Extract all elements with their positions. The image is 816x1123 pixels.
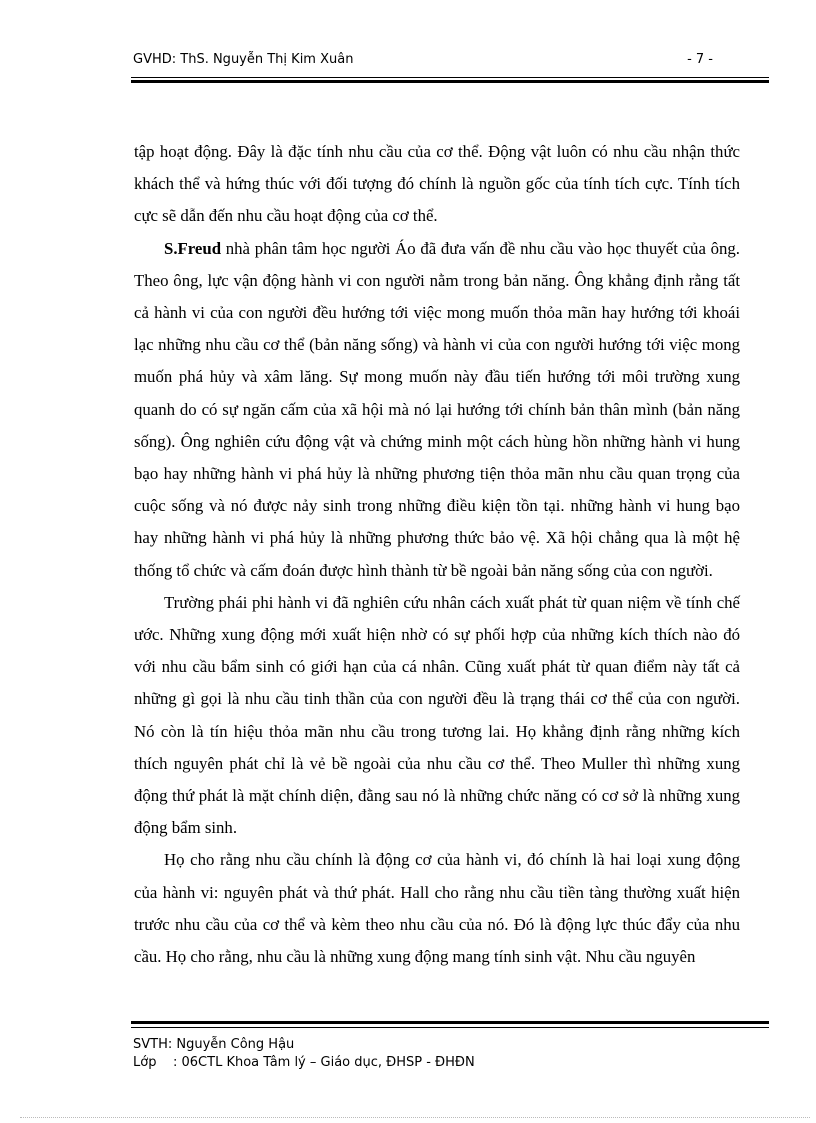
header-rule [131,77,769,78]
body-text [134,136,740,973]
footer-student: SVTH: Nguyễn Công Hậu [133,1037,295,1052]
paragraph: Trường phái phi hành vi đã nghiên cứu nhân cách xuất phát từ quan niệm về tính chế ước. Những xung động mới xuất hiện nhờ có sự phối hợp của những kích thích nào đó với nhu cầu bẩm sinh có giới hạn của cá nhân. Cũng xuất phát từ quan điểm này tất cả những gì gọi là nhu cầu tinh thần của con người đều là trạng thái cơ thể của con người. Nó còn là tín hiệu thỏa mãn nhu cầu trong tương lai. Họ khẳng định rằng những kích thích nguyên phát chỉ là vẻ bề ngoài của nhu cầu cơ thể. Theo Muller thì những xung động thứ phát là mặt chính diện, đằng sau nó là những chức năng có cơ sở là những xung động bẩm sinh. [134,592,740,838]
page-footer [133,1036,475,1072]
paragraph-text: nhà phân tâm học người Áo đã đưa vấn đề nhu cầu vào học thuyết của ông. Theo ông, lực vận động hành vi con người nằm trong bản năng. Ông khẳng định rằng tất cả hành vi của con người đều hướng tới việc mong muốn thỏa mãn hay hướng tới khoái lạc những nhu cầu cơ thể (bản năng sống) và hành vi của con người hướng tới việc mong muốn phá hủy và xâm lăng. Sự mong muốn này đầu tiến hướng tới môi trường xung quanh do có sự ngăn cấm của xã hội mà nó lại hướng tới chính bản thân mình (bản năng sống). Ông nghiên cứu động vật và chứng minh một cách hùng hồn những hành vi hung bạo hay những hành vi phá hủy là những phương tiện thỏa mãn nhu cầu quan trọng của cuộc sống và nó được nảy sinh trong những điều kiện tồn tại. những hành vi hung bạo hay những hành vi phá hủy là những phương thức bảo vệ. Xã hội chẳng qua là một hệ thống tổ chức và cấm đoán được hình thành từ bề ngoài bản năng sống của con người. [134,238,740,580]
header-rule-thick [131,80,769,83]
header-supervisor: GVHD: ThS. Nguyễn Thị Kim Xuân [133,52,354,67]
page-number: - 7 - [687,52,713,67]
paragraph: tập hoạt động. Đây là đặc tính nhu cầu của cơ thể. Động vật luôn có nhu cầu nhận thức khách thể và hứng thúc với đối tượng đó chính là nguồn gốc của tính tích cực. Tính tích cực sẽ dẫn đến nhu cầu hoạt động của cơ thể. [134,142,740,226]
author-name: S.Freud [164,238,222,258]
footer-class-label: Lớp [133,1055,157,1070]
footer-rule [131,1027,769,1028]
footer-class-row [133,1054,475,1072]
paragraph: Họ cho rằng nhu cầu chính là động cơ của hành vi, đó chính là hai loại xung động của hành vi: nguyên phát và thứ phát. Hall cho rằng nhu cầu tiền tàng thường xuất hiện trước nhu cầu của cơ thể và kèm theo nhu cầu của nó. Đó là động lực thúc đẩy của nhu cầu. Họ cho rằng, nhu cầu là những xung động mang tính sinh vật. Nhu cầu nguyên [134,850,740,967]
page-edge [20,1117,810,1118]
page-header [133,52,713,67]
footer-class-value: : 06CTL Khoa Tâm lý – Giáo dục, ĐHSP - ĐHĐN [173,1055,475,1070]
footer-rule-thick [131,1021,769,1024]
paragraph [134,233,740,587]
